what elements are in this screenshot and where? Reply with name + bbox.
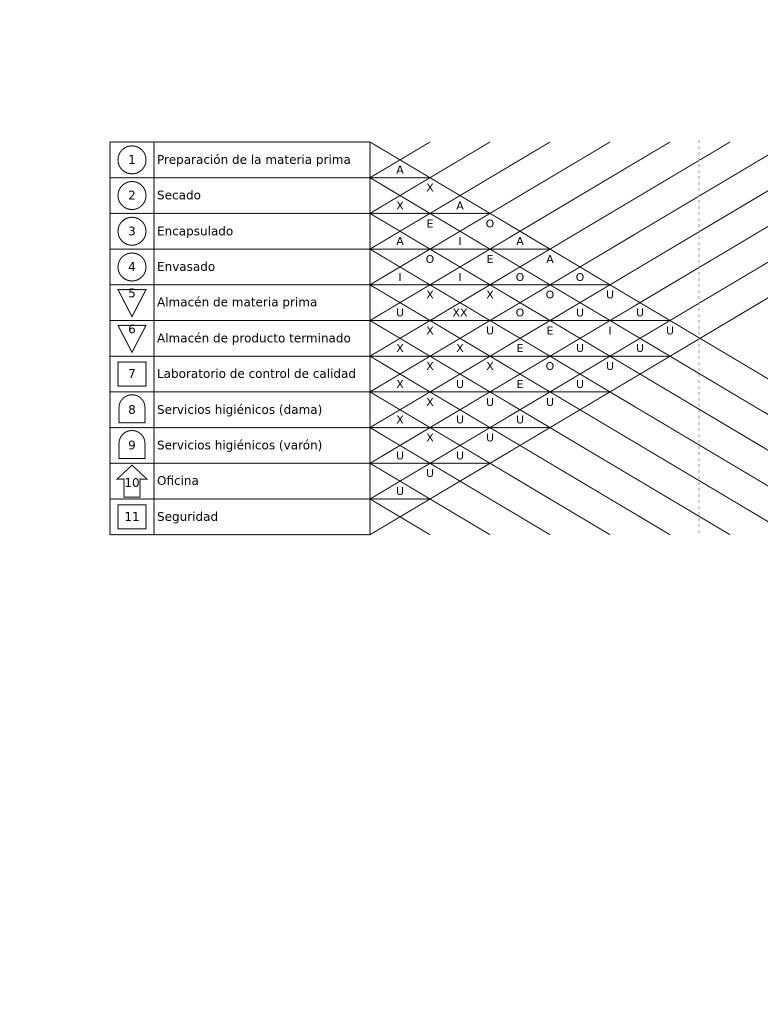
activity-name: Preparación de la materia prima (157, 152, 351, 167)
relationship-code: X (426, 181, 434, 195)
relationship-code: U (395, 485, 405, 498)
relationship-code: I (458, 270, 462, 284)
relationship-code: X (486, 288, 494, 302)
relationship-code: X (486, 360, 494, 374)
activity-number: 1 (128, 152, 136, 167)
relationship-code: E (516, 342, 524, 356)
relationship-code: X (426, 360, 434, 374)
relationship-code: O (515, 270, 525, 284)
relationship-code: U (485, 324, 495, 338)
activity-number: 4 (128, 259, 136, 274)
relationship-code: U (605, 360, 615, 374)
relationship-code: X (396, 342, 404, 356)
relationship-code: E (546, 324, 554, 338)
activity-number: 8 (128, 402, 136, 417)
activity-number: 9 (128, 438, 136, 453)
relationship-code: E (426, 217, 434, 231)
relationship-code: E (486, 252, 494, 266)
activity-name: Secado (157, 188, 201, 203)
relationship-code: O (545, 360, 555, 374)
relationship-code: X (396, 413, 404, 427)
activity-name: Oficina (157, 474, 199, 489)
activity-name: Laboratorio de control de calidad (157, 367, 357, 382)
relationship-code: E (516, 377, 524, 391)
relationship-code: U (575, 342, 585, 356)
activity-number: 5 (128, 286, 136, 301)
activity-number: 7 (128, 367, 136, 382)
activity-name: Almacén de materia prima (157, 295, 318, 310)
activity-name: Almacén de producto terminado (157, 331, 351, 346)
relationship-code: X (396, 199, 404, 213)
relationship-code: U (575, 306, 585, 320)
relationship-code: U (635, 306, 645, 320)
relationship-code: X (396, 377, 404, 391)
relationship-code: U (605, 288, 615, 302)
relationship-code: I (458, 235, 462, 249)
relationship-code: I (398, 270, 402, 284)
activity-name: Envasado (157, 259, 216, 274)
relationship-code: U (665, 324, 675, 338)
grid-diagonal (370, 142, 768, 392)
relationship-code: U (575, 377, 585, 391)
activity-number: 6 (128, 322, 136, 337)
relationship-code: A (396, 235, 404, 249)
relationship-code: X (426, 288, 434, 302)
relationship-code: U (485, 431, 495, 445)
activity-name: Servicios higiénicos (dama) (157, 402, 323, 417)
activity-name: Servicios higiénicos (varón) (157, 438, 323, 453)
activity-number: 2 (128, 188, 136, 203)
relationship-code: X (426, 324, 434, 338)
relationship-code: U (455, 413, 465, 427)
relationship-code: O (515, 306, 525, 320)
activity-number: 3 (128, 224, 136, 239)
relationship-code: O (425, 252, 435, 266)
relationship-code: O (575, 270, 585, 284)
relationship-code: U (395, 449, 405, 463)
activity-number: 10 (124, 476, 140, 491)
relationship-code: I (608, 324, 612, 338)
relationship-code: U (425, 467, 435, 481)
relationship-code: U (455, 377, 465, 391)
relationship-code: A (516, 235, 524, 249)
relationship-code: A (396, 163, 404, 177)
grid-diagonal (370, 285, 768, 535)
relationship-code: U (395, 306, 405, 320)
relationship-code: U (515, 413, 525, 427)
relationship-code: X (456, 342, 464, 356)
relationship-code: XX (452, 306, 468, 320)
relationship-code: O (545, 288, 555, 302)
relationship-code: U (455, 449, 465, 463)
relationship-code: X (426, 395, 434, 409)
activity-name: Seguridad (157, 509, 219, 524)
relationship-code: U (635, 342, 645, 356)
relationship-code: U (485, 395, 495, 409)
relationship-code: U (545, 395, 555, 409)
relationship-code: A (456, 199, 464, 213)
relationship-code: O (485, 217, 495, 231)
relationship-code: A (546, 252, 554, 266)
activity-number: 11 (124, 509, 140, 524)
activity-name: Encapsulado (157, 224, 234, 239)
relationship-code: X (426, 431, 434, 445)
